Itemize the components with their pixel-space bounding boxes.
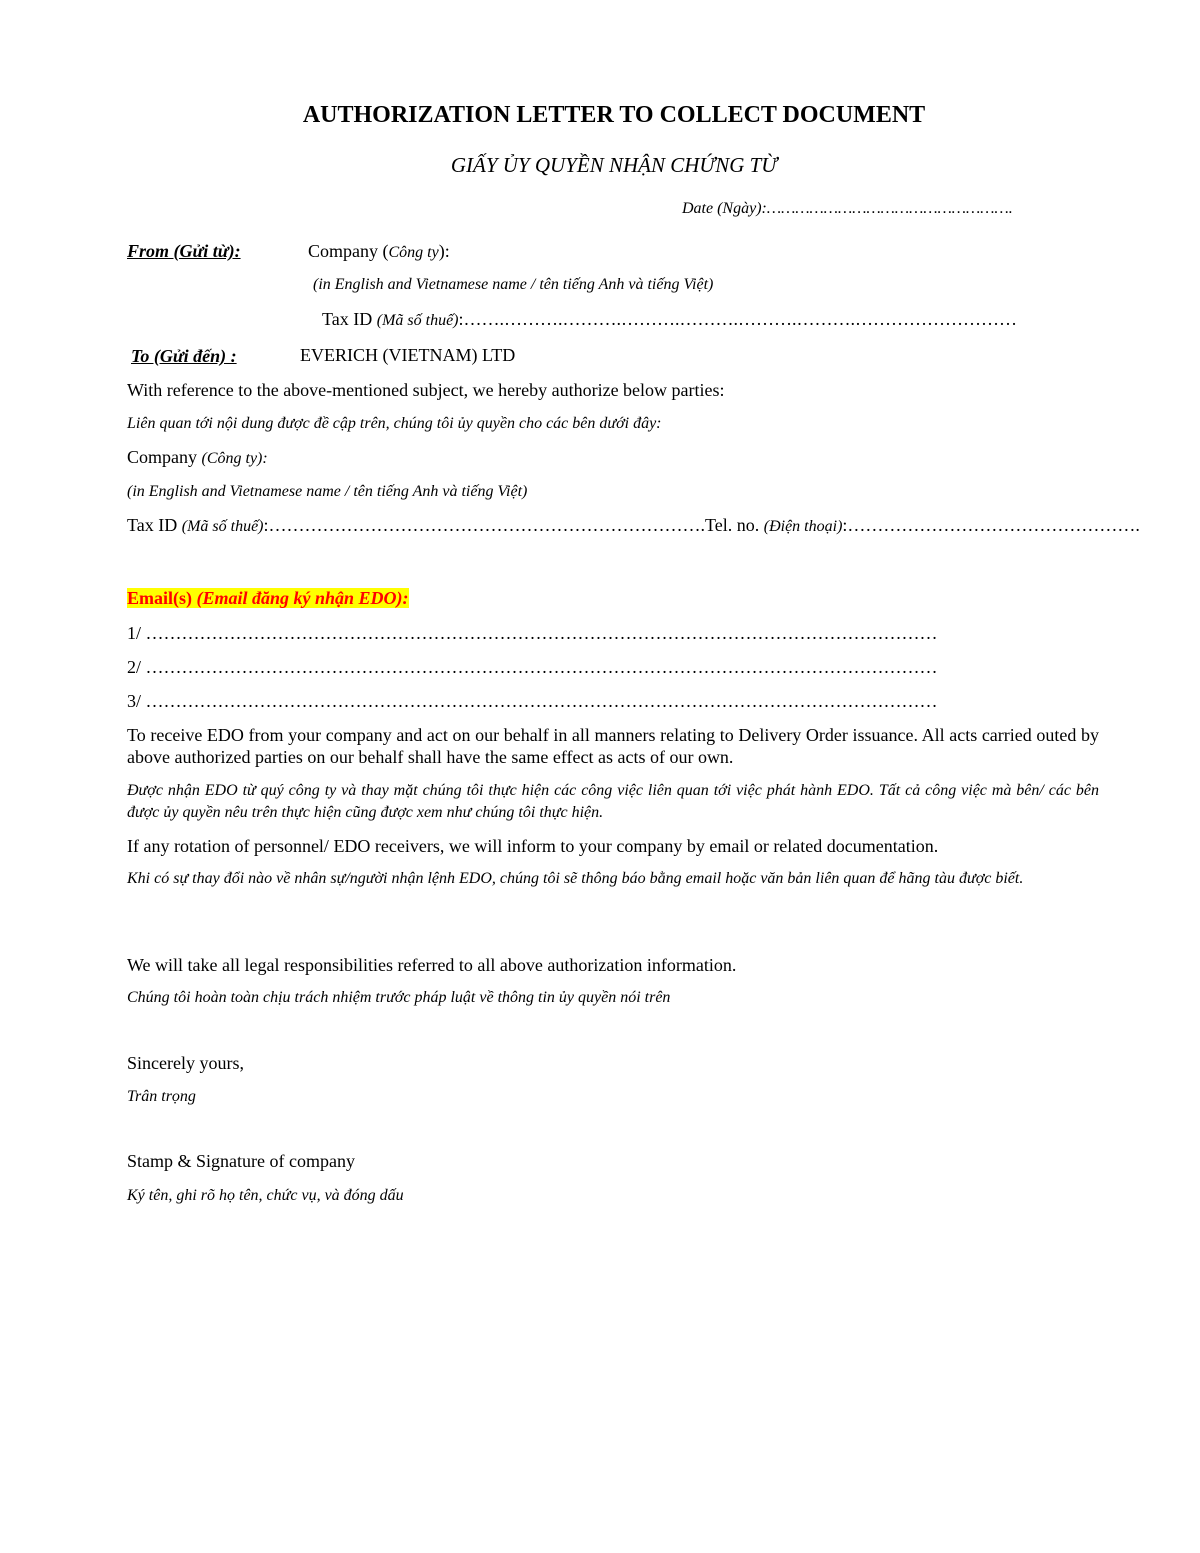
from-company-end: ): (438, 241, 450, 261)
from-tax-vi: (Mã số thuế) (376, 312, 459, 329)
document-subtitle: GIẤY ỦY QUYỀN NHẬN CHỨNG TỪ (450, 153, 778, 177)
rotation-en: If any rotation of personnel/ EDO receivers, we will inform to your company by email or related documentation. (127, 836, 939, 856)
reference-vi: Liên quan tới nội dung được đề cập trên, chúng tôi ủy quyền cho các bên dưới đây: (127, 415, 662, 432)
closing-vi: Trân trọng (127, 1088, 196, 1105)
from-tax-dots: :…….……….……….……….……….……….……….……………………… (458, 309, 1018, 329)
party-company-label: Company (127, 447, 202, 467)
emails-label-vi: (Email đăng ký nhận EDO): (192, 588, 409, 608)
date-line: Date (Ngày):……………………………………………. (682, 200, 1013, 217)
party-tax-label: Tax ID (127, 515, 182, 535)
rotation-vi: Khi có sự thay đổi nào về nhân sự/người nhận lệnh EDO, chúng tôi sẽ thông báo bằng email hoặc văn bản liên quan để hãng tàu được biết. (127, 870, 1024, 887)
party-tel-vi: (Điện thoại) (763, 518, 843, 535)
legal-en: We will take all legal responsibilities referred to all above authorization information. (127, 955, 737, 975)
from-company (308, 240, 450, 264)
emails-label (127, 587, 409, 609)
party-tel-dots: :…………………………………………. (842, 515, 1140, 535)
emails-label-en: Email(s) (127, 588, 192, 608)
party-tax-tel (127, 514, 1140, 538)
receive-en: To receive EDO from your company and act on our behalf in all manners relating to Delivery Order issuance. All acts carried outed by above authorized parties on our behalf shall have the same effect as acts of our own. (127, 725, 1099, 767)
reference-en: With reference to the above-mentioned subject, we hereby authorize below parties: (127, 380, 725, 400)
legal-vi: Chúng tôi hoàn toàn chịu trách nhiệm trước pháp luật về thông tin ủy quyền nói trên (127, 989, 671, 1006)
to-value: EVERICH (VIETNAM) LTD (300, 345, 516, 365)
stamp-en: Stamp & Signature of company (127, 1151, 355, 1171)
party-name-note: (in English and Vietnamese name / tên tiếng Anh và tiếng Việt) (127, 483, 528, 500)
from-tax-label: Tax ID (322, 309, 377, 329)
receive-vi: Được nhận EDO từ quý công ty và thay mặt chúng tôi thực hiện các công việc liên quan tới việc phát hành EDO. Tất cả công việc mà bên/ các bên được ủy quyền nêu trên thực hiện cũng được xem như chúng tôi thực hiện. (127, 782, 1099, 821)
email-line-1: 1/ …………………………………………………………………………………………………………………… (127, 623, 938, 643)
to-label: To (Gửi đến) : (131, 346, 237, 366)
email-line-3: 3/ …………………………………………………………………………………………………………………… (127, 691, 938, 711)
party-company-vi: (Công ty): (201, 450, 268, 467)
party-tax-dots: :………………………………………………………………. (263, 515, 706, 535)
stamp-vi: Ký tên, ghi rõ họ tên, chức vụ, và đóng dấu (127, 1187, 404, 1204)
document-title: AUTHORIZATION LETTER TO COLLECT DOCUMENT (302, 102, 926, 128)
closing-en: Sincerely yours, (127, 1053, 244, 1073)
from-label: From (Gửi từ): (127, 241, 241, 261)
email-line-2: 2/ …………………………………………………………………………………………………………………… (127, 657, 938, 677)
from-company-vi: Công ty (388, 244, 439, 261)
from-name-note: (in English and Vietnamese name / tên tiếng Anh và tiếng Việt) (313, 276, 714, 293)
from-tax-id (322, 308, 1017, 332)
from-company-label: Company ( (308, 241, 389, 261)
party-tax-vi: (Mã số thuế) (181, 518, 264, 535)
party-tel-label: Tel. no. (705, 515, 764, 535)
party-company (127, 446, 268, 470)
